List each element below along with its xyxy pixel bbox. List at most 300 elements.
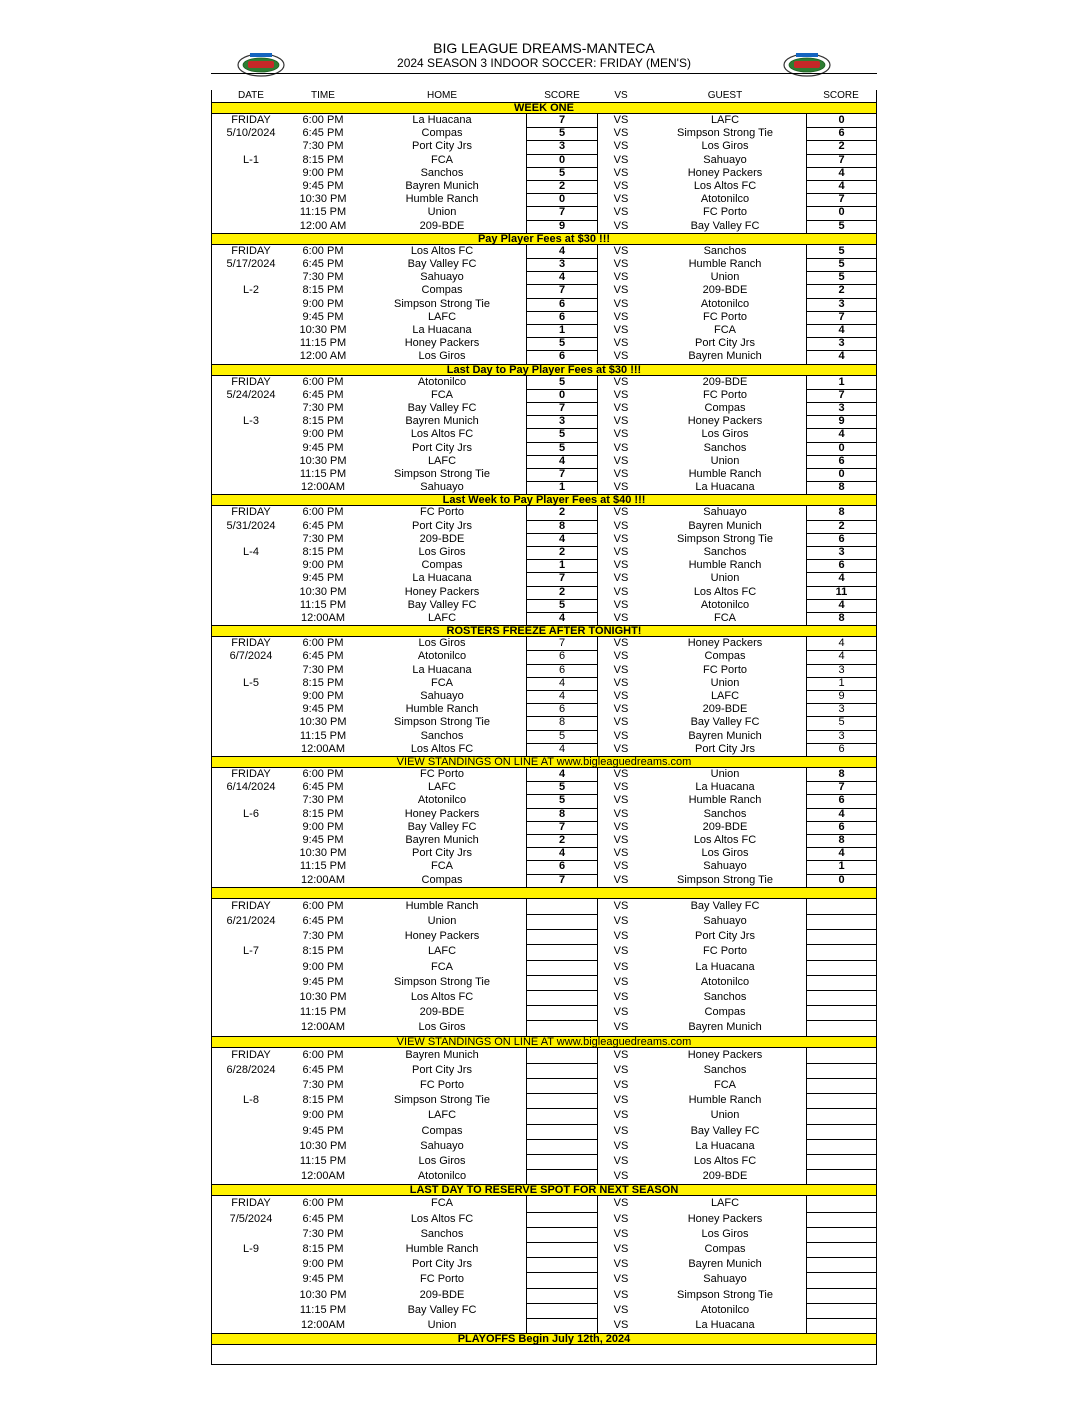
guest-score — [806, 1078, 876, 1093]
table-row — [212, 442, 876, 455]
table-row — [212, 944, 876, 959]
vs-label: VS — [613, 612, 629, 624]
guest-team: 209-BDE — [702, 375, 748, 388]
vs-label: VS — [613, 650, 629, 663]
guest-score: 7 — [806, 389, 876, 402]
table-row — [212, 1124, 876, 1139]
home-team: FCA — [431, 388, 453, 401]
game-time: 9:00 PM — [302, 166, 344, 179]
home-team: Sahuayo — [420, 481, 464, 494]
game-time: 12:00AM — [300, 1021, 346, 1034]
home-score: 6 — [526, 650, 598, 663]
home-team: LAFC — [427, 310, 457, 323]
home-team: Sanchos — [420, 166, 464, 179]
guest-score: 1 — [806, 376, 876, 389]
home-team: Port City Jrs — [412, 1258, 472, 1271]
week-banner: Pay Player Fees at $30 !!! — [212, 233, 876, 245]
guest-team: Sanchos — [703, 1063, 747, 1076]
table-row — [212, 127, 876, 140]
week-banner: VIEW STANDINGS ON LINE AT www.bigleaguedreams.com — [212, 1036, 876, 1048]
table-row — [212, 1212, 876, 1227]
guest-score: 9 — [806, 415, 876, 428]
table-row — [212, 154, 876, 167]
league-week: L-5 — [243, 676, 259, 689]
guest-team: Humble Ranch — [688, 258, 762, 270]
guest-score: 4 — [806, 428, 876, 441]
game-time: 9:00 PM — [302, 690, 344, 702]
table-row — [212, 167, 876, 180]
game-time: 9:45 PM — [302, 1124, 344, 1137]
home-team: Sahuayo — [420, 1139, 464, 1152]
guest-team: Los Altos FC — [693, 180, 757, 192]
guest-score: 3 — [806, 298, 876, 311]
guest-score — [806, 1154, 876, 1169]
vs-label: VS — [613, 206, 629, 219]
home-score — [526, 1108, 598, 1123]
vs-label: VS — [613, 690, 629, 702]
guest-team: Sahuayo — [703, 506, 747, 519]
table-row — [212, 730, 876, 743]
home-team: Atotonilco — [417, 375, 467, 388]
home-score: 7 — [526, 284, 598, 297]
guest-score: 6 — [806, 559, 876, 572]
home-team: Los Giros — [418, 637, 466, 650]
home-team: Honey Packers — [404, 337, 480, 350]
game-time: 7:30 PM — [302, 794, 344, 807]
guest-score: 5 — [806, 258, 876, 271]
table-row — [212, 428, 876, 441]
game-time: 7:30 PM — [302, 1227, 344, 1240]
vs-label: VS — [613, 1021, 629, 1034]
home-score: 2 — [526, 546, 598, 559]
vs-label: VS — [613, 1319, 629, 1331]
league-week: L-9 — [243, 1243, 259, 1255]
vs-label: VS — [613, 415, 629, 428]
table-row — [212, 781, 876, 794]
guest-team: Compas — [704, 1006, 746, 1019]
table-row — [212, 677, 876, 690]
guest-team: Atotonilco — [700, 1303, 750, 1316]
game-time: 12:00AM — [300, 612, 346, 624]
vs-label: VS — [613, 532, 629, 545]
guest-score: 6 — [806, 821, 876, 834]
home-team: Bayren Munich — [405, 415, 479, 428]
guest-team: Atotonilco — [700, 598, 750, 611]
vs-label: VS — [613, 258, 629, 270]
home-team: Sahuayo — [420, 690, 464, 702]
home-team: Los Altos FC — [410, 1212, 474, 1225]
home-team: Simpson Strong Tie — [394, 975, 490, 988]
guest-score: 0 — [806, 442, 876, 455]
home-score — [526, 929, 598, 944]
guest-team: FC Porto — [702, 310, 747, 323]
game-time: 6:00 PM — [302, 114, 344, 126]
league-week: L-1 — [243, 153, 259, 166]
guest-team: Bay Valley FC — [690, 1124, 760, 1137]
table-row — [212, 690, 876, 703]
vs-label: VS — [613, 1063, 629, 1076]
home-team: LAFC — [427, 1109, 457, 1122]
table-row — [212, 1093, 876, 1108]
game-time: 12:00AM — [300, 481, 346, 494]
home-score: 8 — [526, 716, 598, 729]
vs-label: VS — [613, 153, 629, 166]
game-time: 11:15 PM — [299, 729, 347, 742]
col-head-guest: GUEST — [707, 90, 743, 101]
game-time: 12:00AM — [300, 873, 346, 886]
home-score: 7 — [526, 821, 598, 834]
home-team: Los Altos FC — [410, 991, 474, 1003]
guest-team: Union — [710, 454, 740, 467]
table-row — [212, 271, 876, 284]
vs-label: VS — [613, 703, 629, 716]
guest-score: 0 — [806, 114, 876, 127]
guest-score: 6 — [806, 794, 876, 807]
guest-team: Union — [710, 572, 740, 585]
league-week: L-3 — [243, 415, 259, 428]
game-time: 6:00 PM — [302, 899, 344, 912]
table-row — [212, 716, 876, 729]
table-row — [212, 311, 876, 324]
home-team: FCA — [431, 860, 453, 873]
table-row — [212, 114, 876, 127]
guest-score: 3 — [806, 546, 876, 559]
vs-label: VS — [613, 1170, 629, 1183]
guest-score: 6 — [806, 127, 876, 140]
home-team: Compas — [421, 559, 463, 572]
home-score: 9 — [526, 220, 598, 233]
vs-label: VS — [613, 1139, 629, 1152]
guest-score: 4 — [806, 637, 876, 650]
guest-score: 7 — [806, 781, 876, 794]
col-head-home-score: SCORE — [544, 90, 580, 101]
guest-team: Simpson Strong Tie — [677, 873, 773, 886]
home-score: 5 — [526, 376, 598, 389]
home-team: Bay Valley FC — [407, 598, 477, 611]
guest-score: 2 — [806, 284, 876, 297]
vs-label: VS — [613, 945, 629, 958]
vs-label: VS — [613, 310, 629, 323]
guest-team: Union — [710, 676, 740, 689]
home-score — [526, 1078, 598, 1093]
game-time: 11:15 PM — [299, 337, 347, 350]
home-team: Humble Ranch — [405, 703, 479, 716]
table-row — [212, 1288, 876, 1303]
game-time: 11:15 PM — [299, 860, 347, 873]
home-team: Los Giros — [418, 350, 466, 363]
table-row — [212, 533, 876, 546]
home-team: Humble Ranch — [405, 1243, 479, 1255]
game-time: 7:30 PM — [302, 532, 344, 545]
vs-label: VS — [613, 350, 629, 363]
guest-score — [806, 1048, 876, 1063]
table-row — [212, 899, 876, 914]
col-head-time: TIME — [311, 90, 335, 101]
game-date: 5/31/2024 — [226, 519, 276, 532]
home-score: 5 — [526, 794, 598, 807]
home-score — [526, 1242, 598, 1257]
game-day: FRIDAY — [231, 768, 271, 780]
table-row — [212, 572, 876, 585]
vs-label: VS — [613, 1303, 629, 1316]
home-team: Bayren Munich — [405, 834, 479, 846]
guest-team: FC Porto — [702, 388, 747, 401]
vs-label: VS — [613, 402, 629, 414]
guest-team: Simpson Strong Tie — [677, 127, 773, 140]
guest-score — [806, 1169, 876, 1184]
vs-label: VS — [613, 244, 629, 257]
home-score — [526, 1048, 598, 1063]
guest-team: Union — [710, 1109, 740, 1122]
vs-label: VS — [613, 180, 629, 192]
col-head-date: DATE — [238, 90, 264, 101]
game-time: 12:00 AM — [299, 219, 347, 232]
guest-score — [806, 1108, 876, 1123]
game-time: 10:30 PM — [299, 193, 347, 206]
week-banner — [212, 887, 876, 899]
game-time: 9:45 PM — [302, 1273, 344, 1286]
table-row — [212, 468, 876, 481]
game-time: 8:15 PM — [302, 284, 344, 297]
guest-score — [806, 990, 876, 1005]
home-score: 0 — [526, 193, 598, 206]
home-score: 2 — [526, 586, 598, 599]
guest-team: LAFC — [710, 1197, 740, 1210]
home-team: Simpson Strong Tie — [394, 1094, 490, 1107]
table-row — [212, 350, 876, 363]
game-day: FRIDAY — [231, 244, 271, 257]
home-team: 209-BDE — [419, 1288, 465, 1301]
guest-team: Sahuayo — [703, 153, 747, 166]
vs-label: VS — [613, 140, 629, 153]
guest-team: La Huacana — [695, 481, 755, 494]
guest-score: 5 — [806, 220, 876, 233]
guest-score — [806, 1303, 876, 1318]
game-time: 9:00 PM — [302, 297, 344, 310]
table-row — [212, 258, 876, 271]
page-header — [211, 38, 877, 74]
guest-team: Bay Valley FC — [690, 716, 760, 729]
vs-label: VS — [613, 337, 629, 350]
guest-score — [806, 1093, 876, 1108]
guest-score: 2 — [806, 140, 876, 153]
guest-score: 4 — [806, 180, 876, 193]
vs-label: VS — [613, 975, 629, 988]
game-time: 9:45 PM — [302, 975, 344, 988]
home-score: 4 — [526, 768, 598, 781]
table-row — [212, 1020, 876, 1035]
guest-team: Sahuayo — [703, 860, 747, 873]
vs-label: VS — [613, 127, 629, 140]
guest-team: Humble Ranch — [688, 559, 762, 572]
home-team: LAFC — [427, 612, 457, 624]
home-team: La Huacana — [412, 663, 472, 676]
game-date: 5/17/2024 — [226, 258, 276, 270]
table-row — [212, 990, 876, 1005]
vs-label: VS — [613, 860, 629, 873]
col-head-home: HOME — [427, 90, 457, 101]
game-time: 12:00AM — [300, 1170, 346, 1183]
table-row — [212, 389, 876, 402]
home-score — [526, 960, 598, 975]
game-date: 6/21/2024 — [226, 915, 276, 927]
guest-team: 209-BDE — [702, 820, 748, 833]
guest-team: FCA — [714, 324, 736, 336]
home-team: Union — [427, 206, 457, 219]
game-date: 5/10/2024 — [226, 127, 276, 140]
game-time: 7:30 PM — [302, 402, 344, 414]
week-banner: VIEW STANDINGS ON LINE AT www.bigleaguedreams.com — [212, 756, 876, 768]
guest-team: La Huacana — [695, 781, 755, 794]
vs-label: VS — [613, 468, 629, 480]
guest-score: 8 — [806, 768, 876, 781]
table-row — [212, 1272, 876, 1287]
vs-label: VS — [613, 1079, 629, 1091]
home-score: 3 — [526, 258, 598, 271]
vs-label: VS — [613, 1006, 629, 1019]
vs-label: VS — [613, 1288, 629, 1301]
game-time: 6:45 PM — [302, 519, 344, 532]
home-score — [526, 1303, 598, 1318]
home-score: 4 — [526, 677, 598, 690]
vs-label: VS — [613, 585, 629, 598]
guest-team: Port City Jrs — [695, 337, 755, 350]
game-time: 10:30 PM — [299, 716, 347, 729]
home-score — [526, 975, 598, 990]
guest-score — [806, 1020, 876, 1035]
home-team: Los Giros — [418, 1021, 466, 1034]
game-time: 6:45 PM — [302, 388, 344, 401]
guest-team: Atotonilco — [700, 297, 750, 310]
home-score: 4 — [526, 533, 598, 546]
home-score: 1 — [526, 559, 598, 572]
game-time: 6:00 PM — [302, 1197, 344, 1210]
home-score: 5 — [526, 599, 598, 612]
guest-score: 7 — [806, 193, 876, 206]
home-score: 6 — [526, 350, 598, 363]
table-row — [212, 1108, 876, 1123]
table-row — [212, 220, 876, 233]
guest-team: Bay Valley FC — [690, 219, 760, 232]
vs-label: VS — [613, 807, 629, 820]
guest-team: Sanchos — [703, 546, 747, 558]
guest-team: Los Altos FC — [693, 585, 757, 598]
table-row — [212, 1196, 876, 1211]
home-team: Port City Jrs — [412, 140, 472, 153]
table-row — [212, 929, 876, 944]
game-time: 9:00 PM — [302, 1109, 344, 1122]
vs-label: VS — [613, 991, 629, 1003]
game-time: 10:30 PM — [299, 324, 347, 336]
home-team: Los Giros — [418, 546, 466, 558]
home-team: FCA — [431, 676, 453, 689]
guest-score — [806, 899, 876, 914]
header-rule — [211, 73, 877, 74]
home-team: Port City Jrs — [412, 441, 472, 454]
home-team: FC Porto — [419, 768, 464, 780]
home-score: 4 — [526, 690, 598, 703]
table-row — [212, 1303, 876, 1318]
home-score — [526, 1169, 598, 1184]
vs-label: VS — [613, 768, 629, 780]
vs-label: VS — [613, 454, 629, 467]
vs-label: VS — [613, 742, 629, 755]
home-team: Union — [427, 1319, 457, 1331]
game-time: 6:45 PM — [302, 915, 344, 927]
home-team: FCA — [431, 1197, 453, 1210]
game-time: 8:15 PM — [302, 676, 344, 689]
home-team: 209-BDE — [419, 1006, 465, 1019]
table-row — [212, 1318, 876, 1333]
table-row — [212, 1063, 876, 1078]
vs-label: VS — [613, 388, 629, 401]
game-time: 9:45 PM — [302, 180, 344, 192]
guest-score: 2 — [806, 520, 876, 533]
guest-team: Sanchos — [703, 244, 747, 257]
week-banner: WEEK ONE — [212, 102, 876, 114]
game-date: 6/7/2024 — [229, 650, 273, 663]
guest-score: 4 — [806, 599, 876, 612]
home-score: 4 — [526, 612, 598, 625]
home-team: La Huacana — [412, 572, 472, 585]
game-time: 11:15 PM — [299, 206, 347, 219]
vs-label: VS — [613, 519, 629, 532]
table-row — [212, 960, 876, 975]
guest-team: Honey Packers — [687, 1048, 763, 1061]
game-time: 12:00AM — [300, 742, 346, 755]
guest-team: Honey Packers — [687, 166, 763, 179]
col-head-guest-score: SCORE — [823, 90, 859, 101]
home-team: 209-BDE — [419, 219, 465, 232]
home-score — [526, 1005, 598, 1020]
guest-team: FCA — [714, 1079, 736, 1091]
guest-score — [806, 929, 876, 944]
vs-label: VS — [613, 114, 629, 126]
table-row — [212, 794, 876, 807]
table-row — [212, 1005, 876, 1020]
game-time: 8:15 PM — [302, 945, 344, 958]
guest-team: Los Giros — [701, 140, 749, 153]
home-score: 0 — [526, 389, 598, 402]
guest-team: FC Porto — [702, 663, 747, 676]
home-score — [526, 1139, 598, 1154]
vs-label: VS — [613, 297, 629, 310]
home-score — [526, 899, 598, 914]
week-banner: LAST DAY TO RESERVE SPOT FOR NEXT SEASON — [212, 1184, 876, 1196]
home-team: FCA — [431, 960, 453, 973]
vs-label: VS — [613, 820, 629, 833]
guest-score: 4 — [806, 167, 876, 180]
home-team: FC Porto — [419, 506, 464, 519]
home-score: 5 — [526, 781, 598, 794]
guest-score: 8 — [806, 481, 876, 494]
table-row — [212, 860, 876, 873]
home-team: Simpson Strong Tie — [394, 297, 490, 310]
vs-label: VS — [613, 546, 629, 558]
home-team: Port City Jrs — [412, 519, 472, 532]
table-row — [212, 586, 876, 599]
league-week: L-6 — [243, 807, 259, 820]
vs-label: VS — [613, 794, 629, 807]
table-row — [212, 834, 876, 847]
game-time: 8:15 PM — [302, 546, 344, 558]
vs-label: VS — [613, 1094, 629, 1107]
game-time: 11:15 PM — [299, 1155, 347, 1167]
league-week: L-4 — [243, 546, 259, 558]
guest-score — [806, 975, 876, 990]
vs-label: VS — [613, 716, 629, 729]
home-team: Bay Valley FC — [407, 402, 477, 414]
